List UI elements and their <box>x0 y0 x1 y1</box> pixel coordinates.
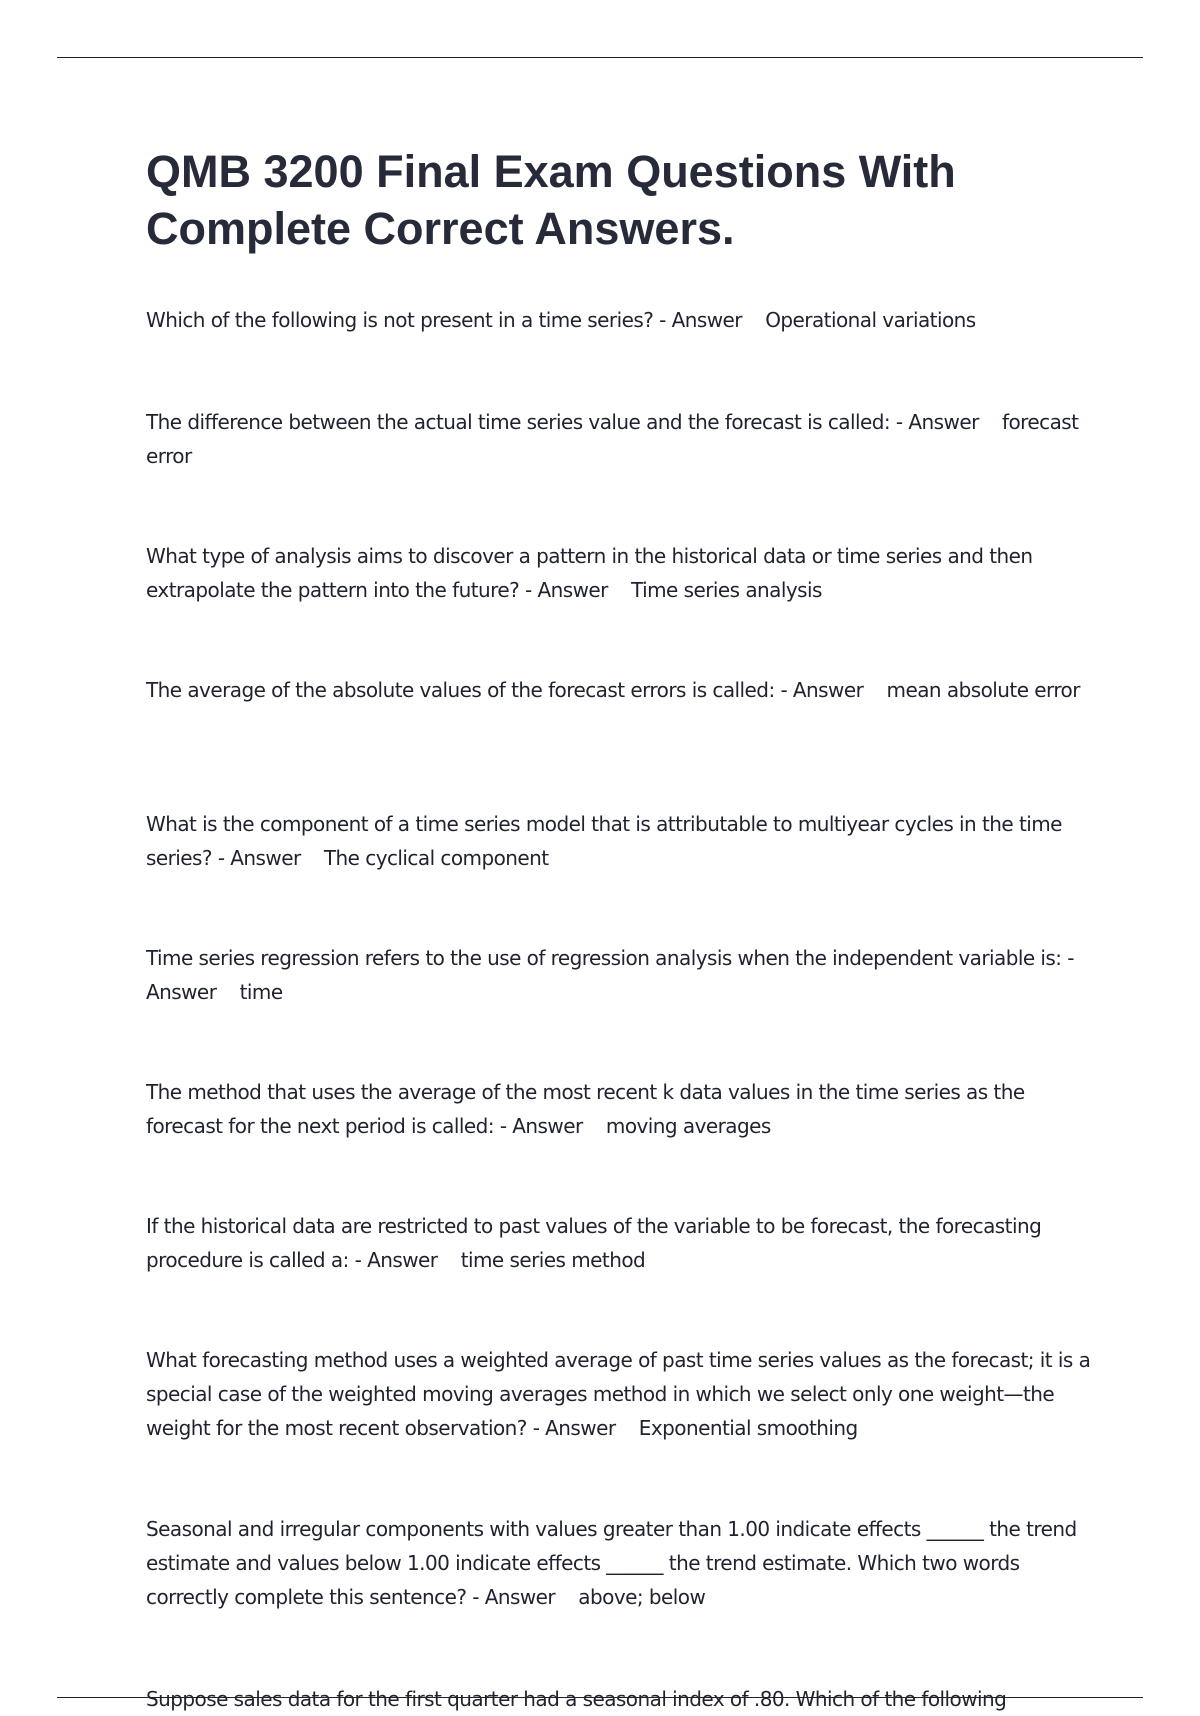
qa-item-4 <box>146 673 1096 707</box>
qa-item-8 <box>146 1209 1096 1277</box>
answer-marker: - Answer <box>499 1114 583 1138</box>
qa-item-7 <box>146 1075 1096 1143</box>
question-text: What is the component of a time series model that is attributable to multiyear cycles in the time series? <box>146 812 1062 870</box>
qa-item-11-partial <box>146 1682 1096 1716</box>
answer-marker: - Answer <box>472 1585 556 1609</box>
qa-item-5 <box>146 807 1096 875</box>
answer-text: Time series analysis <box>631 578 822 602</box>
question-text: The average of the absolute values of the forecast errors is called: <box>146 678 775 702</box>
qa-item-2 <box>146 405 1096 473</box>
question-text: Suppose sales data for the first quarter had a seasonal index of .80. Which of the following <box>146 1687 1007 1711</box>
qa-item-9 <box>146 1343 1096 1445</box>
answer-text: The cyclical component <box>323 846 549 870</box>
answer-text: time series method <box>460 1248 646 1272</box>
answer-marker: - Answer <box>895 410 979 434</box>
question-text: What type of analysis aims to discover a pattern in the historical data or time series and then extrapolate the pattern into the future? <box>146 544 1033 602</box>
answer-text: time <box>239 980 283 1004</box>
answer-text: moving averages <box>605 1114 771 1138</box>
answer-text: Operational variations <box>765 308 976 332</box>
answer-marker: - Answer <box>217 846 301 870</box>
page-title: QMB 3200 Final Exam Questions With Complete Correct Answers. <box>146 146 956 254</box>
header-rule <box>57 57 1143 58</box>
qa-item-1 <box>146 303 1096 337</box>
question-text: What forecasting method uses a weighted average of past time series values as the forecast; it is a special case of the weighted moving averages method in which we select only one weight—the weight for the most recent observation? <box>146 1348 1091 1440</box>
answer-text: forecast error <box>146 410 1079 468</box>
question-text: The method that uses the average of the most recent k data values in the time series as the forecast for the next period is called: <box>146 1080 1025 1138</box>
question-text: The difference between the actual time series value and the forecast is called: <box>146 410 891 434</box>
answer-text: mean absolute error <box>886 678 1080 702</box>
answer-marker: - Answer <box>532 1416 616 1440</box>
footer-rule <box>57 1697 1143 1698</box>
question-text: Time series regression refers to the use of regression analysis when the independent variable is: <box>146 946 1062 970</box>
answer-marker: - Answer <box>524 578 608 602</box>
answer-marker: - Answer <box>780 678 864 702</box>
qa-item-6 <box>146 941 1096 1009</box>
answer-marker: - Answer <box>146 946 1074 1004</box>
question-text: If the historical data are restricted to past values of the variable to be forecast, the forecasting procedure is called a: <box>146 1214 1042 1272</box>
answer-marker: - Answer <box>659 308 742 332</box>
answer-marker: - Answer <box>354 1248 438 1272</box>
qa-item-3 <box>146 539 1096 607</box>
answer-text: Exponential smoothing <box>638 1416 858 1440</box>
question-text: Seasonal and irregular components with values greater than 1.00 indicate effects ______ the trend estimate and values below 1.00 indicate effects ______ the trend estimate. Which two words correctly complete this sentence? <box>146 1517 1077 1609</box>
page-cutoff <box>0 1683 1200 1711</box>
qa-item-10 <box>146 1512 1096 1614</box>
answer-text: above; below <box>578 1585 706 1609</box>
question-text: Which of the following is not present in a time series? <box>146 308 654 332</box>
